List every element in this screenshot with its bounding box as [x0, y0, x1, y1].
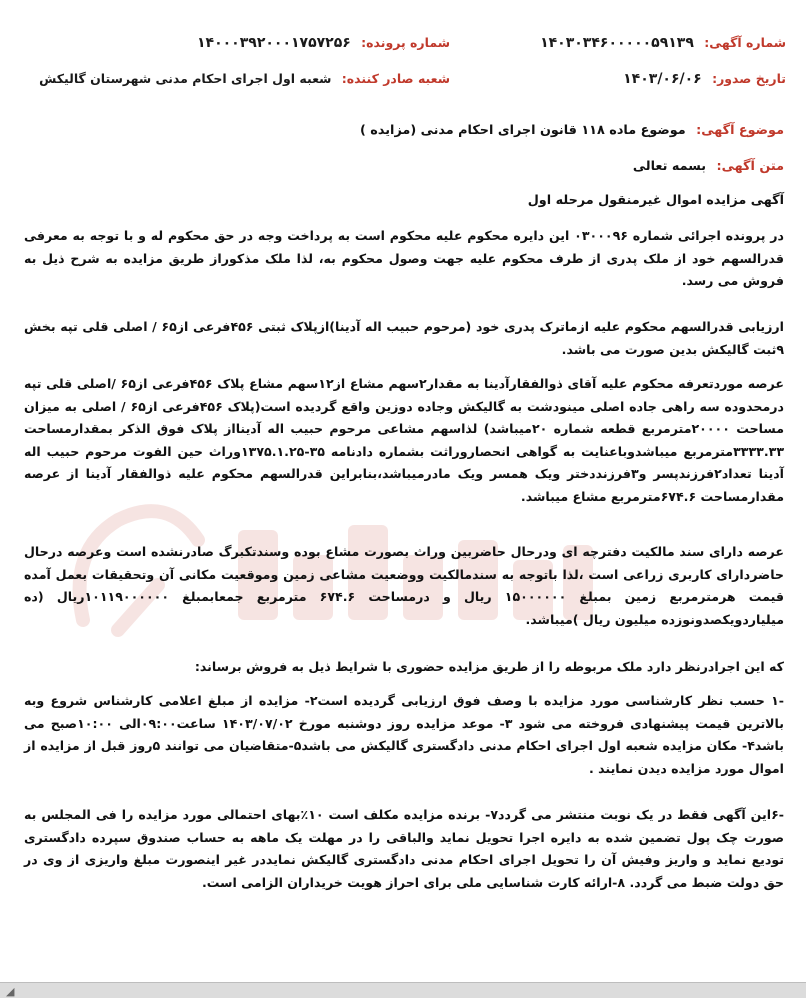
- issuer: [39, 70, 450, 88]
- body-text-line: [633, 157, 784, 177]
- issuer-label: شعبه صادر کننده:: [341, 71, 450, 86]
- file-number-value: ۱۴۰۰۰۳۹۲۰۰۰۱۷۵۷۲۵۶: [197, 35, 351, 51]
- paragraph-conditions-6-8: -۶این آگهی فقط در یک نوبت منتشر می گردد۷- برنده مزایده مکلف است ۱۰٪بهای احتمالی مورد مزایده را فی المجلس به صورت چک پول تضمین شده به دایره اجرا تحویل نماید والباقی را در مهلت یک ماهه به حساب صندوق سپرده دادگستری تودیع نماید و واریز وفیش آن را تحویل اجرای احکام مدنی دادگستری گالیکش نمایددر غیر اینصورت مبلغ واریزی از وی در حق دولت ضبط می گردد. ۸-ارائه کارت شناسایی ملی برای احراز هویت خریداران الزامی است.: [24, 807, 784, 890]
- subject-label: موضوع آگهی:: [696, 123, 784, 138]
- subject-value: موضوع ماده ۱۱۸ قانون اجرای احکام مدنی (مزایده ): [360, 123, 686, 138]
- paragraph-land-description: عرصه موردتعرفه محکوم علیه آقای ذوالفقارآدینا به مقدار۲سهم مشاع از۱۲سهم مشاع پلاک ۴۵۶فرعی از۶۵ /اصلی قلی تپه درمحدوده سه راهی جاده اصلی مینودشت به گالیکش وجاده دوزین واقع گردیده است(پلاک ۴۵۶فرعی از۶۵ / اصلی به میزان مساحت ۲۰۰۰۰مترمربع قطعه شماره ۲۰میباشد) لذاسهم مشاعی مرحوم حبیب اله آدینااز پلاک فوق الذکر بمقدارمساحت ۳۳۳۳.۳۳مترمربع میباشدوباعنایت به گواهی انحصاروراثت بشماره دادنامه ۳۵-۱۳۷۵.۱.۲۵وراث حین الفوت مرحوم حبیب اله آدینا تعداد۲فرزندپسر و۳فرزنددختر ویک همسر ویک مادرمیباشد،بنابراین قدرالسهم محکوم علیه ذوالفقار آدینا از عرصه مقدارمساحت ۶۷۴.۶مترمربع مشاع میباشد.: [24, 376, 785, 504]
- body-text-label: متن آگهی:: [716, 159, 784, 174]
- paragraph-valuation: ارزیابی قدرالسهم محکوم علیه ازماترک پدری خود (مرحوم حبیب اله آدینا)ازپلاک ثبتی ۴۵۶فرعی از۶۵ / اصلی قلی تپه بخش ۹ثبت گالیکش بدین صورت می باشد.: [24, 319, 784, 357]
- issue-date-value: ۱۴۰۳/۰۶/۰۶: [623, 71, 702, 87]
- paragraph-conditions-1-5: -۱ حسب نظر کارشناسی مورد مزایده با وصف فوق ارزیابی گردیده است۲- مزایده از مبلغ اعلامی کارشناس شروع وبه بالاترین قیمت پیشنهادی فروخته می شود ۳- موعد مزایده روز دوشنبه مورخ ۱۴۰۳/۰۷/۰۲ ساعت۰۹:۰۰الی ۱۰:۰۰صبح می باشد۴- مکان مزایده شعبه اول اجرای احکام مدنی دادگستری گالیکش می باشد۵-متقاضیان می توانند ۵روز قبل از مزایده از اموال مورد مزایده دیدن نمایند .: [24, 693, 785, 776]
- paragraph-auction-intent: که این اجرادرنظر دارد ملک مربوطه را از طریق مزایده حضوری با شرایط ذیل به فروش برساند:: [194, 659, 784, 674]
- ad-number-value: ۱۴۰۳۰۳۴۶۰۰۰۰۰۵۹۱۳۹: [540, 35, 694, 51]
- resize-grip-icon[interactable]: ◢: [6, 985, 15, 998]
- file-number: [197, 34, 450, 52]
- ad-number-label: شماره آگهی:: [704, 35, 786, 50]
- body-text-value: بسمه تعالی: [632, 159, 707, 174]
- paragraph-ownership-price: عرصه دارای سند مالکیت دفترچه ای ودرحال حاضربین وراث بصورت مشاع بوده وسندتکبرگ صادرنشده است وعرصه درحال حاضردارای کاربری زراعی است ،لذا باتوجه به سندمالکیت ووضعیت مشاعی زمین وموقعیت مکانی آن وتحقیقات بعمل آمده قیمت هرمترمربع زمین بمبلغ ۱۵۰۰۰۰۰۰ ریال و درمساحت ۶۷۴.۶ مترمربع جمعابمبلغ ۱۰۱۱۹۰۰۰۰۰۰ریال (ده میلیاردویکصدونوزده میلیون ریال )میباشد.: [24, 544, 784, 627]
- ad-number: [540, 34, 786, 52]
- auction-heading: آگهی مزایده اموال غیرمنقول مرحله اول: [527, 193, 784, 208]
- window-bottom-bar: [0, 982, 806, 998]
- file-number-label: شماره پرونده:: [361, 35, 450, 50]
- document-page: [8, 0, 798, 982]
- issue-date: [623, 70, 786, 88]
- issuer-value: شعبه اول اجرای احکام مدنی شهرستان گالیکش: [39, 71, 332, 86]
- issue-date-label: تاریخ صدور:: [712, 71, 786, 86]
- paragraph-case: در پرونده اجرائی شماره ۰۳۰۰۰۹۶ این دایره محکوم علیه محکوم است به پرداخت وجه در حق محکوم له و با توجه به معرفی قدرالسهم خود از ملک پدری از طرف محکوم علیه جهت وصول محکوم به، لذا ملک مذکوراز طریق مزایده به شرح ذیل به فروش می رسد.: [24, 228, 785, 289]
- subject-line: [360, 121, 784, 141]
